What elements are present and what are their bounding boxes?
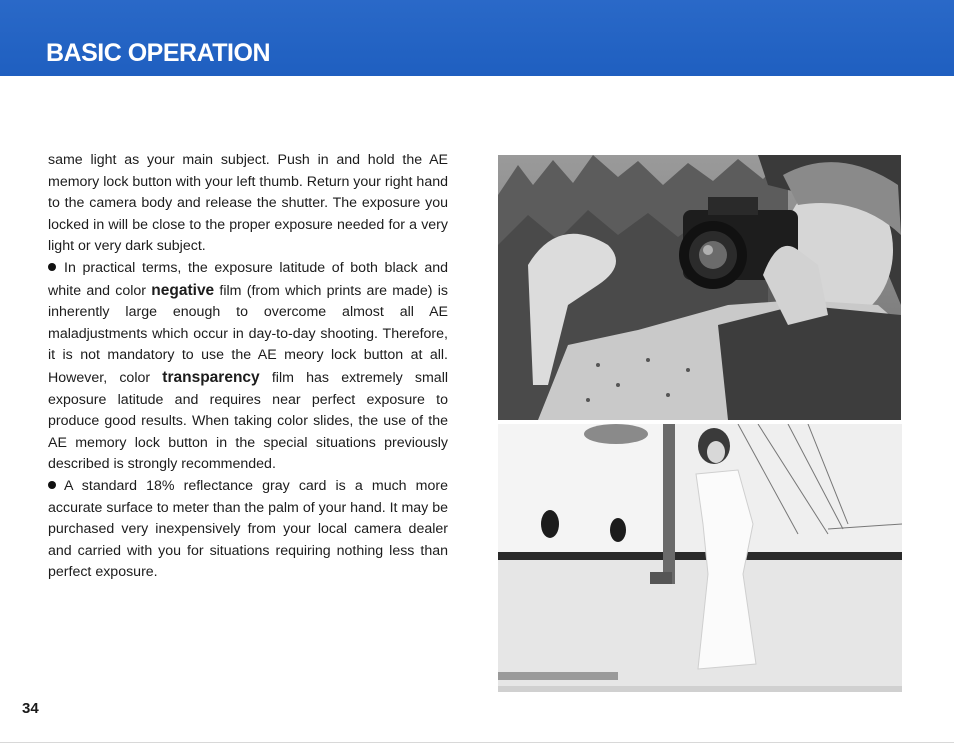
paragraph-2-part-a: In practical terms, the exposure latitude of both black and white and color [48, 259, 448, 299]
bullet-icon [48, 481, 56, 489]
bullet-icon [48, 263, 56, 271]
header-band [0, 0, 954, 76]
paragraph-2 [48, 258, 448, 476]
paragraph-3 [48, 476, 448, 584]
paragraph-3-text: A standard 18% reflectance gray card is a much more accurate surface to meter than the palm of your hand. It may be purchased very inexpensively from your local camera dealer and carried with you for situations requiring nothing less than perfect exposure. [48, 477, 448, 581]
photo-woman-with-camera [498, 155, 901, 420]
term-negative: negative [151, 281, 215, 299]
paragraph-2-part-c: film has extremely small exposure latitude and requires near perfect exposure to produce good results. When taking color slides, the use of the AE memory lock button in the special situations previously described is strongly recommended. [48, 369, 448, 473]
photo-woman-on-ship [498, 424, 902, 692]
paragraph-1: same light as your main subject. Push in and hold the AE memory lock button with your left thumb. Return your right hand to the camera body and release the shutter. The exposure you locked in will be close to the proper exposure needed for a very light or very dark subject. [48, 152, 448, 255]
paragraph-2-part-b: film (from which prints are made) is inherently large enough to overcome almost all AE maladjustments which occur in day-to-day shooting. Therefore, it is not mandatory to use the AE meory lock button at all. However, color [48, 282, 449, 386]
page-number: 34 [22, 700, 39, 717]
bottom-rule [0, 742, 954, 743]
term-transparency: transparency [162, 368, 260, 386]
page-title: BASIC OPERATION [46, 39, 270, 67]
body-text [48, 150, 448, 584]
